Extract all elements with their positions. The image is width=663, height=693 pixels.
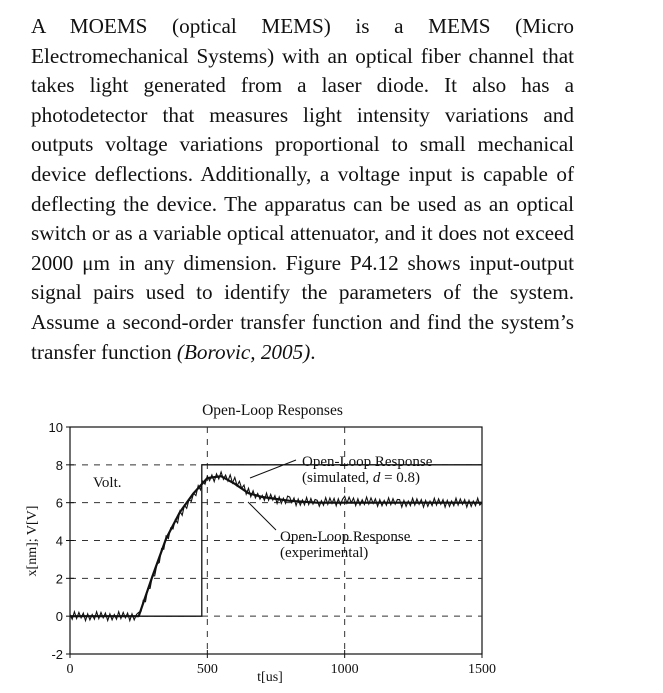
y-tick-label: 4 (55, 533, 63, 549)
y-tick-label: 2 (55, 571, 63, 587)
paragraph-end: . (310, 339, 316, 364)
y-tick-label: 6 (55, 495, 63, 511)
y-tick-label: 10 (48, 420, 63, 435)
problem-text: A MOEMS (optical MEMS) is a MEMS (Micro Electromechanical Systems) with an optical fiber channel that takes light generated from a laser diode. It also has a photodetector that measures light intensity variations and outputs voltage variations proportional to small mechanical device deflections. Additionally, a voltage input is capable of deflecting the device. The apparatus can be used as an optical switch or as a variable optical attenuator, and it does not exceed 2000 μm in any dimension. Figure P4.12 shows input-output signal pairs used to identify the parameters of the system. Assume a second-order transfer function and find the system’s transfer function (31, 14, 574, 364)
leader-line-simulated (250, 460, 296, 478)
citation: (Borovic, 2005) (176, 339, 311, 364)
legend-label-experimental: Open-Loop Response (280, 529, 411, 545)
y-axis-title: x[nm]; V[V] (25, 505, 40, 577)
leader-line-experimental (248, 502, 276, 530)
y-tick-label: -2 (51, 647, 63, 662)
legend-label-simulated: Open-Loop Response (302, 454, 433, 470)
y-tick-label: 0 (55, 609, 63, 625)
series-simulated (70, 476, 482, 616)
legend-label-voltage: Volt. (93, 475, 122, 491)
x-tick-label: 0 (66, 662, 74, 677)
series-experimental (70, 472, 482, 621)
x-tick-label: 500 (196, 662, 218, 677)
x-tick-label: 1000 (330, 662, 359, 677)
legend-label-experimental-sub: (experimental) (280, 545, 369, 561)
legend-label-simulated-param: (simulated, d = 0.8) (302, 470, 421, 486)
chart-title: Open-Loop Responses (202, 402, 343, 419)
x-tick-label: 1500 (468, 662, 496, 677)
y-tick-label: 8 (55, 457, 63, 473)
x-axis-title: t[us] (257, 670, 283, 685)
